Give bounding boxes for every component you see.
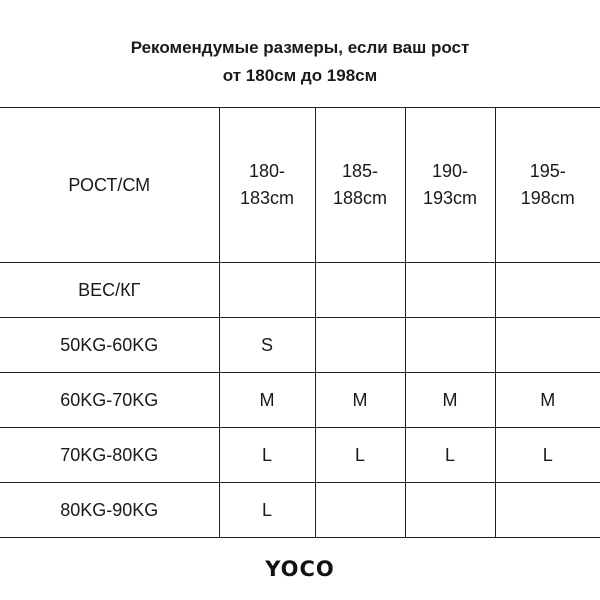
brand-logo: YOCO	[265, 557, 335, 581]
size-cell	[315, 483, 405, 538]
weight-range-cell: 70KG-80KG	[0, 428, 219, 483]
table-row	[0, 428, 600, 483]
size-cell: S	[219, 318, 315, 373]
title-line-1: Рекомендумые размеры, если ваш рост	[130, 38, 470, 57]
weight-range-cell: 50KG-60KG	[0, 318, 219, 373]
page-title	[0, 34, 600, 90]
height-range-cell: 195- 198cm	[495, 108, 600, 263]
height-range-cell: 185- 188cm	[315, 108, 405, 263]
size-cell: M	[405, 373, 495, 428]
size-cell	[495, 318, 600, 373]
empty-cell	[315, 263, 405, 318]
size-cell: L	[495, 428, 600, 483]
size-cell: M	[495, 373, 600, 428]
height-range-cell: 180- 183cm	[219, 108, 315, 263]
size-cell	[405, 318, 495, 373]
size-cell: L	[315, 428, 405, 483]
weight-range-cell: 80KG-90KG	[0, 483, 219, 538]
size-chart-table	[0, 107, 600, 538]
table-row	[0, 483, 600, 538]
size-cell: M	[219, 373, 315, 428]
size-cell: L	[405, 428, 495, 483]
weight-range-cell: 60KG-70KG	[0, 373, 219, 428]
table-row	[0, 373, 600, 428]
size-cell	[315, 318, 405, 373]
size-cell: M	[315, 373, 405, 428]
weight-header-label: ВЕС/КГ	[0, 263, 219, 318]
title-line-2: от 180см до 198см	[222, 66, 378, 85]
size-cell	[405, 483, 495, 538]
height-range-cell: 190- 193cm	[405, 108, 495, 263]
height-header-row	[0, 108, 600, 263]
height-header-label: РОСТ/СМ	[0, 108, 219, 263]
weight-header-row	[0, 263, 600, 318]
table-row	[0, 318, 600, 373]
size-cell	[495, 483, 600, 538]
empty-cell	[495, 263, 600, 318]
empty-cell	[405, 263, 495, 318]
size-cell: L	[219, 483, 315, 538]
size-cell: L	[219, 428, 315, 483]
empty-cell	[219, 263, 315, 318]
